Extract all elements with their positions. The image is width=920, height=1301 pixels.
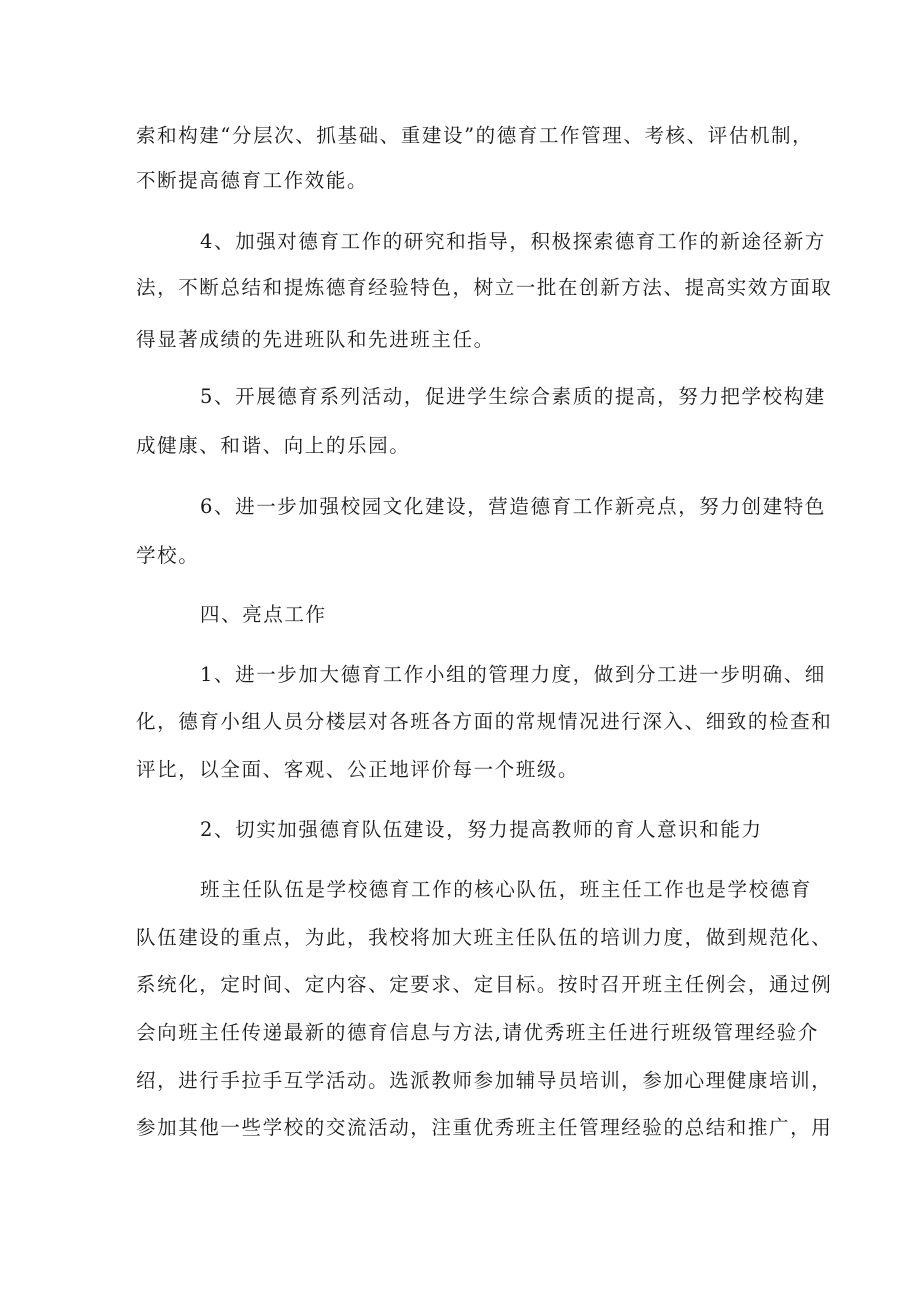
text-line: 班主任队伍是学校德育工作的核心队伍，班主任工作也是学校德育 xyxy=(200,878,812,901)
text-line: 队伍建设的重点，为此，我校将加大班主任队伍的培训力度，做到规范化、 xyxy=(136,926,833,949)
text-line: 5、开展德育系列活动，促进学生综合素质的提高，努力把学校构建 xyxy=(200,385,826,408)
text-line: 法，不断总结和提炼德育经验特色，树立一批在创新方法、提高实效方面取 xyxy=(136,276,833,299)
text-line: 1、进一步加大德育工作小组的管理力度，做到分工进一步明确、细 xyxy=(200,663,826,686)
text-line: 评比，以全面、客观、公正地评价每一个班级。 xyxy=(136,758,580,781)
text-line: 化，德育小组人员分楼层对各班各方面的常规情况进行深入、细致的检查和 xyxy=(136,710,833,733)
text-line: 4、加强对德育工作的研究和指导，积极探索德育工作的新途径新方 xyxy=(200,230,826,253)
text-line: 参加其他一些学校的交流活动，注重优秀班主任管理经验的总结和推广，用 xyxy=(136,1116,833,1139)
text-line: 学校。 xyxy=(136,544,200,567)
text-line: 绍，进行手拉手互学活动。选派教师参加辅导员培训，参加心理健康培训， xyxy=(136,1069,833,1092)
text-line: 系统化，定时间、定内容、定要求、定目标。按时召开班主任例会，通过例 xyxy=(136,973,833,996)
text-line: 6、进一步加强校园文化建设，营造德育工作新亮点，努力创建特色 xyxy=(200,495,826,518)
text-line: 成健康、和谐、向上的乐园。 xyxy=(136,434,411,457)
text-line: 2、切实加强德育队伍建设，努力提高教师的育人意识和能力 xyxy=(200,818,763,841)
text-line: 不断提高德育工作效能。 xyxy=(136,169,369,192)
text-line: 得显著成绩的先进班队和先进班主任。 xyxy=(136,328,495,351)
text-line: 会向班主任传递最新的德育信息与方法,请优秀班主任进行班级管理经验介 xyxy=(136,1021,819,1044)
text-line: 索和构建“分层次、抓基础、重建设”的德育工作管理、考核、评估机制， xyxy=(136,124,814,147)
section-heading: 四、亮点工作 xyxy=(200,603,327,626)
